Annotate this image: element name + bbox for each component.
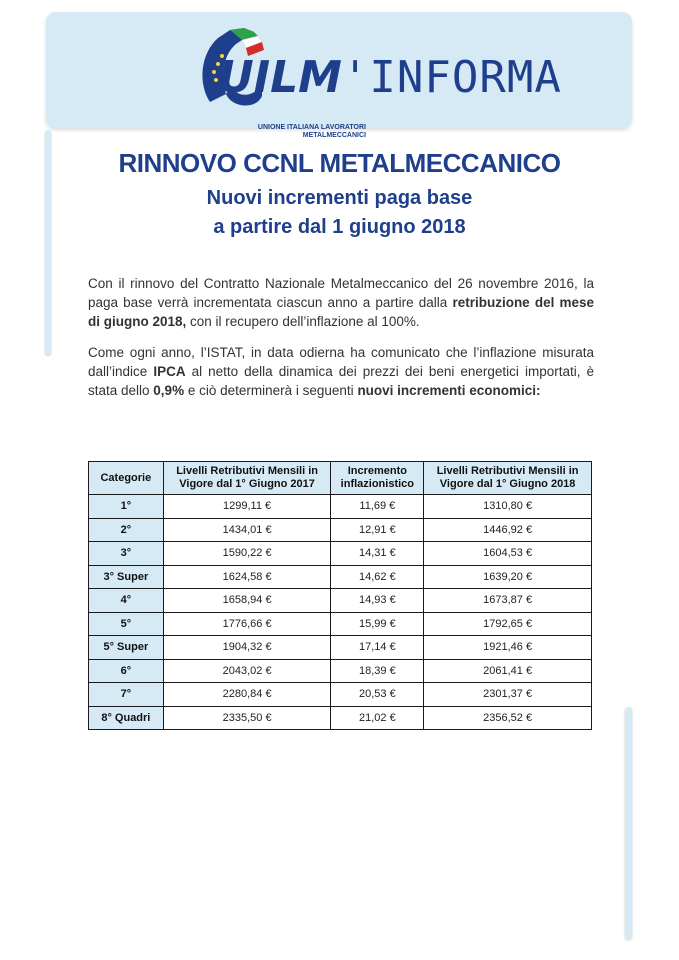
cell-level-2018: 1446,92 € <box>424 518 592 542</box>
cell-level-2018: 1673,87 € <box>424 589 592 613</box>
logo-subtitle <box>236 124 366 140</box>
cell-level-2017: 1299,11 € <box>163 495 331 519</box>
salary-table <box>88 461 592 730</box>
table-header-row <box>89 462 592 495</box>
right-decorative-bar <box>625 707 632 939</box>
table-row <box>89 612 592 636</box>
page-subtitle-1: Nuovi incrementi paga base <box>206 187 473 209</box>
logo-wordmark: UILM'INFORMA <box>218 52 562 103</box>
cell-increment: 20,53 € <box>331 683 424 707</box>
cell-increment: 14,93 € <box>331 589 424 613</box>
logo-subtitle-line2: METALMECCANICI <box>302 132 366 139</box>
cell-increment: 14,62 € <box>331 565 424 589</box>
cell-increment: 15,99 € <box>331 612 424 636</box>
cell-level-2017: 2335,50 € <box>163 706 331 730</box>
cell-level-2018: 2301,37 € <box>424 683 592 707</box>
cell-level-2017: 1590,22 € <box>163 542 331 566</box>
table-row <box>89 589 592 613</box>
cell-categoria: 6° <box>89 659 164 683</box>
cell-level-2018: 1639,20 € <box>424 565 592 589</box>
cell-level-2017: 2280,84 € <box>163 683 331 707</box>
cell-categoria: 5° Super <box>89 636 164 660</box>
cell-level-2018: 1604,53 € <box>424 542 592 566</box>
table-row <box>89 706 592 730</box>
cell-increment: 21,02 € <box>331 706 424 730</box>
header-levels-2017: Livelli Retributivi Mensili in Vigore dal 1° Giugno 2017 <box>163 462 331 495</box>
table-body <box>89 495 592 730</box>
table-row <box>89 495 592 519</box>
header-categorie: Categorie <box>89 462 164 495</box>
cell-level-2018: 1921,46 € <box>424 636 592 660</box>
cell-increment: 17,14 € <box>331 636 424 660</box>
cell-level-2017: 1776,66 € <box>163 612 331 636</box>
cell-categoria: 5° <box>89 612 164 636</box>
cell-increment: 14,31 € <box>331 542 424 566</box>
page-title: RINNOVO CCNL METALMECCANICO <box>118 148 561 178</box>
table-row <box>89 565 592 589</box>
table-row <box>89 659 592 683</box>
logo-subtitle-line1: UNIONE ITALIANA LAVORATORI <box>257 124 366 131</box>
cell-level-2017: 1658,94 € <box>163 589 331 613</box>
cell-level-2017: 1434,01 € <box>163 518 331 542</box>
cell-categoria: 3° Super <box>89 565 164 589</box>
cell-level-2018: 2061,41 € <box>424 659 592 683</box>
table-row <box>89 542 592 566</box>
cell-increment: 18,39 € <box>331 659 424 683</box>
cell-categoria: 2° <box>89 518 164 542</box>
cell-categoria: 1° <box>89 495 164 519</box>
cell-increment: 12,91 € <box>331 518 424 542</box>
cell-increment: 11,69 € <box>331 495 424 519</box>
header-increment: Incremento inflazionistico <box>331 462 424 495</box>
header-banner <box>46 12 632 139</box>
cell-level-2018: 2356,52 € <box>424 706 592 730</box>
header-levels-2018: Livelli Retributivi Mensili in Vigore dal 1° Giugno 2018 <box>424 462 592 495</box>
table-row <box>89 636 592 660</box>
intro-paragraph: Con il rinnovo del Contratto Nazionale Metalmeccanico del 26 novembre 2016, la paga base verrà incrementata ciascun anno a partire dalla retribuzione del mese di giugno 2018, con il recupero dell’inflazione al 100%. <box>88 276 594 329</box>
cell-categoria: 7° <box>89 683 164 707</box>
table-row <box>89 683 592 707</box>
istat-paragraph: Come ogni anno, l’ISTAT, in data odierna ha comunicato che l’inflazione misurata dall’indice IPCA al netto della dinamica dei prezzi dei beni energetici importati, è stata dello 0,9% e ciò determinerà i seguenti nuovi incrementi economici: <box>88 345 594 398</box>
page-subtitle-2: a partire dal 1 giugno 2018 <box>213 216 466 238</box>
cell-level-2017: 1904,32 € <box>163 636 331 660</box>
cell-level-2017: 1624,58 € <box>163 565 331 589</box>
table-row <box>89 518 592 542</box>
cell-categoria: 4° <box>89 589 164 613</box>
cell-level-2018: 1792,65 € <box>424 612 592 636</box>
cell-level-2017: 2043,02 € <box>163 659 331 683</box>
cell-categoria: 3° <box>89 542 164 566</box>
cell-categoria: 8° Quadri <box>89 706 164 730</box>
cell-level-2018: 1310,80 € <box>424 495 592 519</box>
